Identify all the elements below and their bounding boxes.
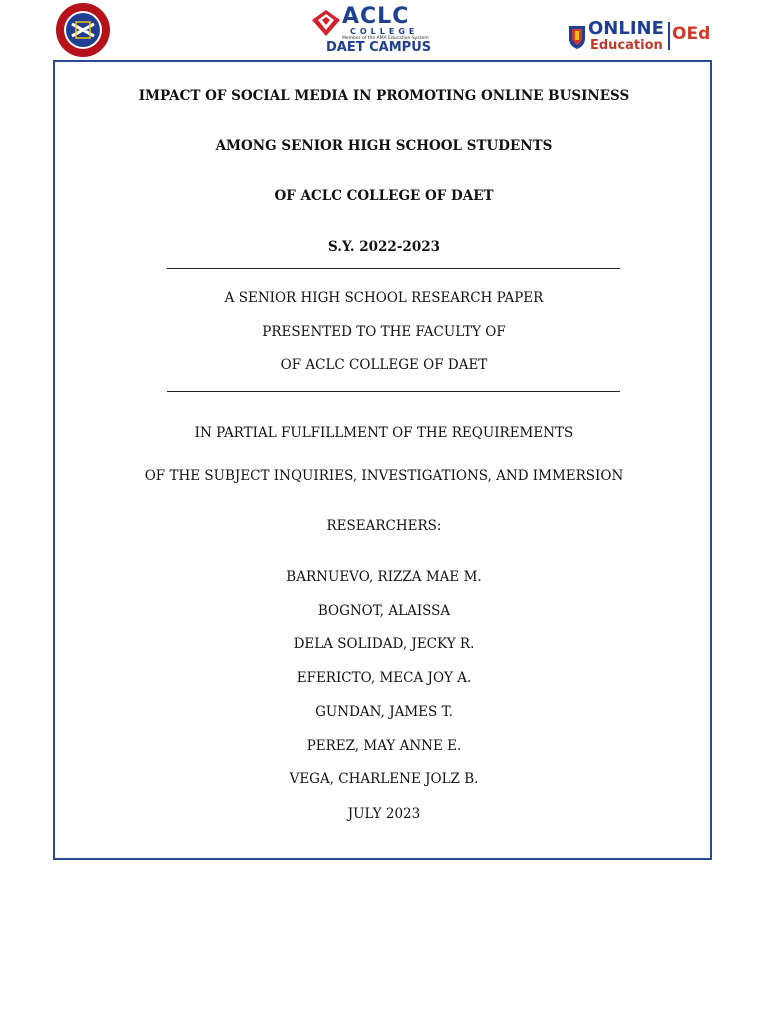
fulfillment-line-1: IN PARTIAL FULFILLMENT OF THE REQUIREMENTS — [194, 425, 574, 441]
researcher-name: BOGNOT, ALAISSA — [317, 603, 451, 619]
presentation-line-2: PRESENTED TO THE FACULTY OF — [262, 324, 506, 340]
presentation-line-1: A SENIOR HIGH SCHOOL RESEARCH PAPER — [224, 290, 544, 306]
divider-top — [167, 268, 620, 269]
online-education-logo — [566, 18, 716, 58]
oed-education-text: Education — [590, 38, 663, 53]
oed-shield-icon — [568, 24, 586, 50]
aclc-wordmark: ACLC — [342, 4, 410, 29]
aclc-campus-text: DAET CAMPUS — [326, 40, 432, 55]
researchers-label: RESEARCHERS: — [326, 518, 442, 534]
title-line-2: AMONG SENIOR HIGH SCHOOL STUDENTS — [215, 138, 553, 154]
logo-header — [0, 0, 768, 60]
researcher-name: GUNDAN, JAMES T. — [315, 704, 453, 720]
researcher-name: VEGA, CHARLENE JOLZ B. — [289, 771, 479, 787]
senior-high-seal-logo — [52, 2, 114, 58]
submission-date: JULY 2023 — [347, 806, 421, 822]
presentation-line-3: OF ACLC COLLEGE OF DAET — [280, 357, 488, 373]
aclc-college-logo — [306, 2, 432, 58]
school-year: S.Y. 2022-2023 — [327, 239, 440, 255]
title-line-1: IMPACT OF SOCIAL MEDIA IN PROMOTING ONLINE BUSINESS — [138, 88, 630, 104]
aclc-member-text: Member of the AMA Education System — [342, 36, 429, 41]
oed-online-text: ONLINE — [588, 18, 664, 39]
aclc-emblem-icon — [308, 6, 344, 42]
divider-bottom — [167, 391, 620, 392]
researcher-name: BARNUEVO, RIZZA MAE M. — [286, 569, 482, 585]
researcher-name: EFERICTO, MECA JOY A. — [296, 670, 472, 686]
oed-abbreviation: OEd — [672, 24, 711, 44]
fulfillment-line-2: OF THE SUBJECT INQUIRIES, INVESTIGATIONS, AND IMMERSION — [144, 468, 624, 484]
oed-divider — [668, 22, 670, 50]
researcher-name: PEREZ, MAY ANNE E. — [306, 738, 462, 754]
researcher-name: DELA SOLIDAD, JECKY R. — [293, 636, 475, 652]
aclc-college-text: COLLEGE — [350, 27, 419, 36]
title-line-3: OF ACLC COLLEGE OF DAET — [274, 188, 494, 204]
